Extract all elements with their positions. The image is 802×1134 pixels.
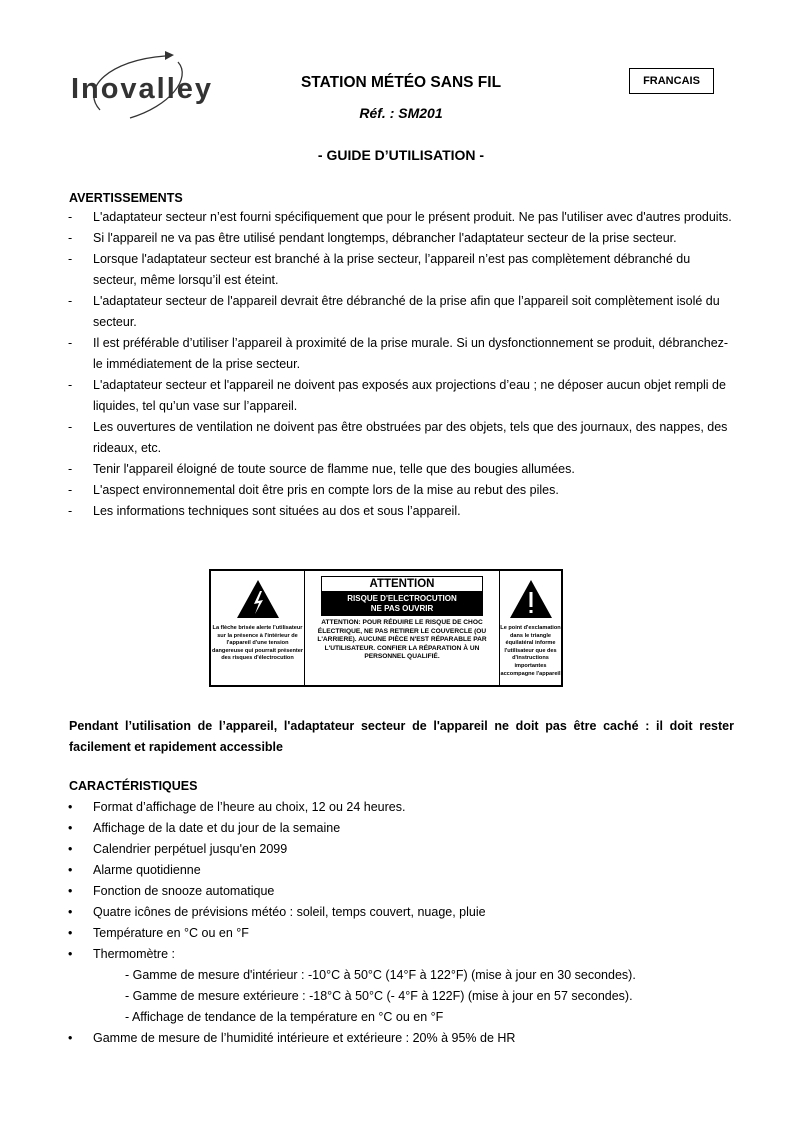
svg-text:Inovalley: Inovalley — [71, 73, 211, 105]
list-item — [68, 375, 736, 417]
list-item-text: L'adaptateur secteur n’est fourni spécifiquement que pour le présent produit. Ne pas l'utiliser avec d'autres produits. — [93, 210, 732, 224]
features-list — [68, 797, 736, 1049]
features-heading: CARACTÉRISTIQUES — [69, 779, 198, 793]
bullet-marker: • — [68, 884, 73, 898]
bullet-marker: - — [68, 378, 73, 392]
list-item-text: Température en °C ou en °F — [93, 926, 249, 940]
bullet-marker: - — [68, 483, 73, 497]
document-title: STATION MÉTÉO SANS FIL — [300, 74, 502, 91]
bullet-marker: • — [68, 863, 73, 877]
list-item — [68, 333, 736, 375]
lightning-warning-icon — [236, 579, 280, 619]
bullet-marker: - — [68, 231, 73, 245]
list-item-text: - Affichage de tendance de la température en °C ou en °F — [125, 1010, 444, 1024]
bullet-marker: - — [68, 336, 73, 350]
lightning-panel — [211, 571, 305, 685]
lightning-explanation: La flèche brisée alerte l'utilisateur sur la présence à l'intérieur de l'appareil d'une tension dangereuse qui pourrait présenter des risques d'électrocution — [211, 625, 304, 662]
list-item — [68, 986, 736, 1007]
attention-title: ATTENTION — [321, 576, 483, 592]
warnings-list — [68, 207, 736, 522]
bullet-marker: • — [68, 800, 73, 814]
list-item — [68, 417, 736, 459]
list-item-text: Quatre icônes de prévisions météo : soleil, temps couvert, nuage, pluie — [93, 905, 486, 919]
bullet-marker: • — [68, 1031, 73, 1045]
warnings-heading: AVERTISSEMENTS — [69, 191, 183, 205]
list-item-text: Calendrier perpétuel jusqu'en 2099 — [93, 842, 288, 856]
list-item — [68, 902, 736, 923]
list-item-text: Gamme de mesure de l’humidité intérieure et extérieure : 20% à 95% de HR — [93, 1031, 516, 1045]
list-item — [68, 818, 736, 839]
list-item-text: - Gamme de mesure extérieure : -18°C à 50°C (- 4°F à 122F) (mise à jour en 57 secondes). — [125, 989, 633, 1003]
bullet-marker: • — [68, 947, 73, 961]
list-item — [68, 881, 736, 902]
list-item-text: Format d’affichage de l’heure au choix, 12 ou 24 heures. — [93, 800, 406, 814]
bullet-marker: - — [68, 210, 73, 224]
exclamation-explanation: Le point d'exclamation dans le triangle équilatéral informe l'utilisateur que des d'instructions importantes accompagne l'appareil — [500, 625, 561, 677]
risk-line-1: RISQUE D'ELECTROCUTION — [347, 594, 457, 603]
list-item-text: L'adaptateur secteur de l'appareil devrait être débranché de la prise afin que l’appareil soit complètement isolé du secteur. — [93, 294, 720, 329]
list-item — [68, 501, 736, 522]
attention-panel — [305, 571, 500, 685]
product-reference: Réf. : SM201 — [359, 105, 443, 121]
bullet-marker: - — [68, 252, 73, 266]
list-item-text: Fonction de snooze automatique — [93, 884, 275, 898]
bullet-marker: - — [68, 294, 73, 308]
list-item — [68, 207, 736, 228]
exclamation-warning-icon — [509, 579, 553, 619]
bullet-marker: - — [68, 504, 73, 518]
list-item-text: Thermomètre : — [93, 947, 175, 961]
list-item — [68, 944, 736, 965]
list-item — [68, 228, 736, 249]
risk-line-2: NE PAS OUVRIR — [370, 604, 434, 613]
list-item — [68, 860, 736, 881]
exclamation-panel — [500, 571, 561, 685]
list-item — [68, 291, 736, 333]
list-item-text: Les informations techniques sont situées au dos et sous l’appareil. — [93, 504, 461, 518]
accessibility-note: Pendant l’utilisation de l’appareil, l'adaptateur secteur de l'appareil ne doit pas être caché : il doit rester facilement et rapidement accessible — [69, 719, 734, 754]
guide-heading: - GUIDE D’UTILISATION - — [317, 147, 485, 163]
bullet-marker: • — [68, 905, 73, 919]
list-item-text: - Gamme de mesure d'intérieur : -10°C à 50°C (14°F à 122°F) (mise à jour en 30 secondes). — [125, 968, 636, 982]
attention-text: ATTENTION: POUR RÉDUIRE LE RISQUE DE CHOC ÉLECTRIQUE, NE PAS RETIRER LE COUVERCLE (OU L'ARRIERE). AUCUNE PIÈCE N'EST RÉPARABLE PAR L'UTILISATEUR. CONFIER LA RÉPARATION À UN PERSONNEL QUALIFIÉ. — [317, 619, 487, 661]
list-item — [68, 1007, 736, 1028]
bullet-marker: • — [68, 842, 73, 856]
list-item-text: Si l'appareil ne va pas être utilisé pendant longtemps, débrancher l'adaptateur secteur de la prise secteur. — [93, 231, 677, 245]
bullet-marker: • — [68, 926, 73, 940]
list-item-text: Il est préférable d’utiliser l’appareil à proximité de la prise murale. Si un dysfonctionnement se produit, débranchez-le immédiatement de la prise secteur. — [93, 336, 729, 371]
list-item-text: Les ouvertures de ventilation ne doivent pas être obstruées par des objets, tels que des journaux, des nappes, des rideaux, etc. — [93, 420, 728, 455]
list-item-text: Alarme quotidienne — [93, 863, 201, 877]
list-item-text: Lorsque l'adaptateur secteur est branché à la prise secteur, l’appareil n’est pas complètement débranché du secteur, même lorsqu’il est éteint. — [93, 252, 691, 287]
bullet-marker: - — [68, 462, 73, 476]
list-item — [68, 1028, 736, 1049]
language-label: FRANCAIS — [629, 68, 714, 94]
bullet-marker: • — [68, 821, 73, 835]
risk-banner — [321, 592, 483, 616]
list-item — [68, 249, 736, 291]
list-item-text: L'adaptateur secteur et l'appareil ne doivent pas exposés aux projections d’eau ; ne déposer aucun objet rempli de liquides, tel qu’un vase sur l’appareil. — [93, 378, 726, 413]
list-item — [68, 839, 736, 860]
list-item — [68, 459, 736, 480]
list-item-text: Tenir l'appareil éloigné de toute source de flamme nue, telle que des bougies allumées. — [93, 462, 575, 476]
list-item — [68, 965, 736, 986]
bullet-marker: - — [68, 420, 73, 434]
list-item — [68, 923, 736, 944]
electrical-safety-box — [209, 569, 563, 687]
list-item-text: L'aspect environnemental doit être pris en compte lors de la mise au rebut des piles. — [93, 483, 559, 497]
list-item-text: Affichage de la date et du jour de la semaine — [93, 821, 341, 835]
list-item — [68, 480, 736, 501]
list-item — [68, 797, 736, 818]
